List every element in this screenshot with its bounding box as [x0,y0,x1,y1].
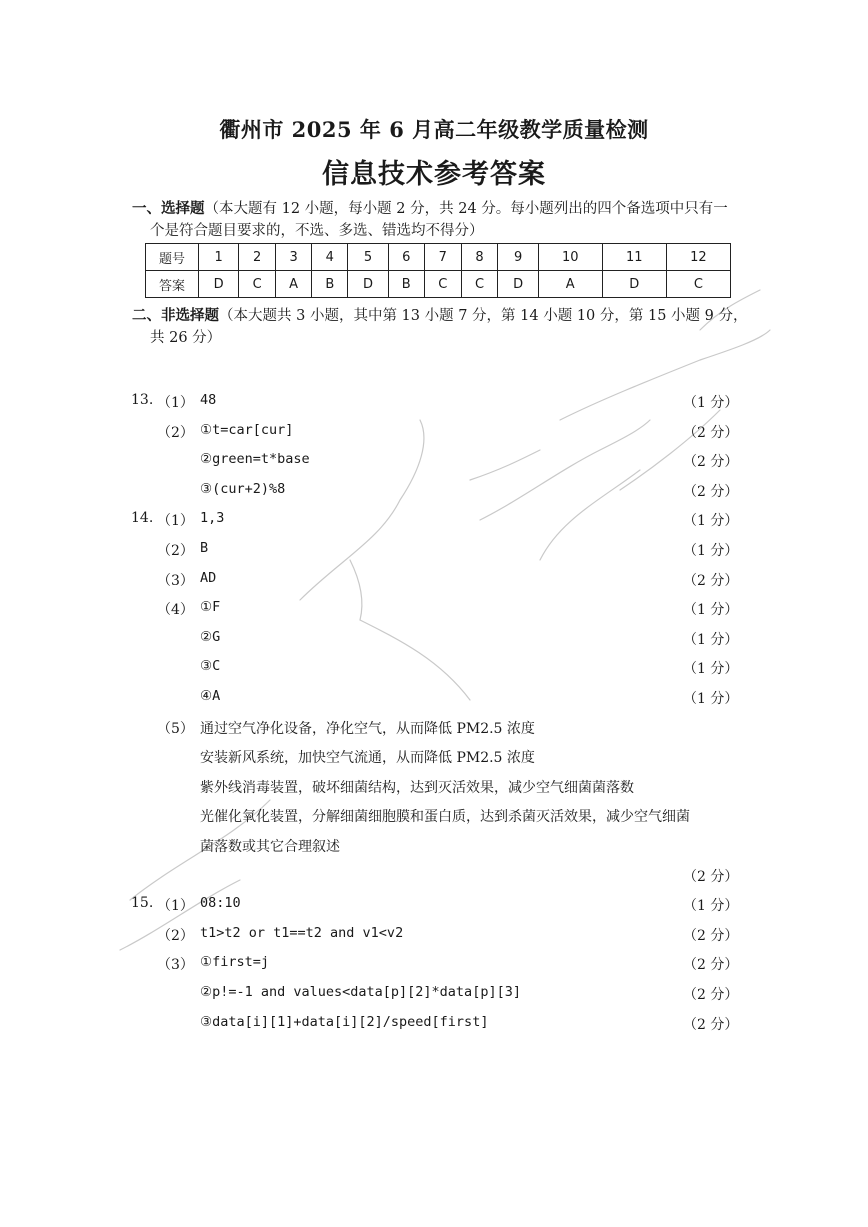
answer-text: 1,3 [200,510,225,526]
section2-note-line2: 共 26 分） [150,330,222,346]
sub-question-label: （2） [157,543,194,559]
question-label: 13. [131,392,154,408]
question-number: 12 [666,244,730,271]
score-label: （2 分） [683,928,739,944]
score-label: （1 分） [683,632,739,648]
answer-text: ①F [200,599,221,615]
answer-text: ③(cur+2)%8 [200,481,286,497]
score-label: （1 分） [683,691,739,707]
answer-table [145,243,731,298]
document-subtitle: 信息技术参考答案 [322,159,546,190]
answer-text: ①first=j [200,954,269,970]
answer-text: AD [200,570,217,586]
sub-question-label: （1） [157,898,194,914]
score-label: （1 分） [683,395,739,411]
answer-cell: C [424,271,461,298]
score-label: （1 分） [683,898,739,914]
sub-question-label: （1） [157,513,194,529]
section2-heading: 二、非选择题 [132,307,219,324]
score-label: （2 分） [683,573,739,589]
answer-cell: C [461,271,498,298]
question-number: 6 [388,244,424,271]
score-label: （2 分） [683,484,739,500]
score-label: （2 分） [683,454,739,470]
answer-text: 48 [200,392,217,408]
score-label: （1 分） [683,661,739,677]
question-number: 4 [312,244,348,271]
section1-intro [132,198,752,242]
answer-text: 安装新风系统，加快空气流通，从而降低 PM2.5 浓度 [200,750,535,766]
score-label: （2 分） [683,957,739,973]
answer-text: ③C [200,658,221,674]
section1-heading: 一、选择题 [132,200,205,217]
answer-cell: A [276,271,312,298]
section1-note-line1: （本大题有 12 小题，每小题 2 分，共 24 分。每小题列出的四个备选项中只有一 [204,201,728,217]
answer-text: ②green=t*base [200,451,310,467]
answer-text: 通过空气净化设备，净化空气，从而降低 PM2.5 浓度 [200,721,535,737]
sub-question-label: （4） [157,602,194,618]
sub-question-label: （5） [157,721,194,737]
score-label: （2 分） [683,869,739,885]
question-label: 15. [131,895,154,911]
section2-intro [132,305,752,349]
question-number: 2 [239,244,276,271]
row-label-answer: 答案 [146,271,199,298]
question-number: 1 [199,244,239,271]
score-label: （2 分） [683,987,739,1003]
sub-question-label: （1） [157,395,194,411]
section2-note-line1: （本大题共 3 小题，其中第 13 小题 7 分，第 14 小题 10 分，第 15 小题 9 分， [219,308,748,324]
question-number: 8 [461,244,498,271]
sub-question-label: （3） [157,573,194,589]
answer-cell: D [199,271,239,298]
question-number: 9 [498,244,538,271]
answer-text: ④A [200,688,221,704]
answer-cell: B [312,271,348,298]
question-label: 14. [131,510,154,526]
answer-table-answer-row [146,271,731,298]
row-label-question-number: 题号 [146,244,199,271]
answer-cell: D [348,271,388,298]
answer-cell: D [498,271,538,298]
answer-text: t1>t2 or t1==t2 and v1<v2 [200,925,404,941]
answer-cell: A [538,271,602,298]
answer-cell: C [666,271,730,298]
answer-text: ②p!=-1 and values<data[p][2]*data[p][3] [200,984,521,1000]
answer-text: 光催化氧化装置，分解细菌细胞膜和蛋白质，达到杀菌灭活效果，减少空气细菌 [200,809,690,825]
score-label: （1 分） [683,602,739,618]
question-number: 11 [602,244,666,271]
answer-text: B [200,540,209,556]
answer-table-number-row [146,244,731,271]
question-number: 10 [538,244,602,271]
question-number: 5 [348,244,388,271]
score-label: （2 分） [683,1017,739,1033]
sub-question-label: （3） [157,957,194,973]
answer-text: 菌落数或其它合理叙述 [200,839,340,855]
section1-note-line2: 个是符合题目要求的，不选、多选、错选均不得分） [150,223,484,239]
answer-text: ②G [200,629,221,645]
answer-text: ①t=car[cur] [200,422,294,438]
score-label: （1 分） [683,513,739,529]
answer-text: ③data[i][1]+data[i][2]/speed[first] [200,1014,489,1030]
score-label: （2 分） [683,425,739,441]
question-number: 7 [424,244,461,271]
answer-cell: D [602,271,666,298]
answer-cell: C [239,271,276,298]
question-number: 3 [276,244,312,271]
document-title: 衢州市 2025 年 6 月高二年级教学质量检测 [219,117,649,142]
sub-question-label: （2） [157,425,194,441]
score-label: （1 分） [683,543,739,559]
answer-text: 紫外线消毒装置，破坏细菌结构，达到灭活效果，减少空气细菌菌落数 [200,780,634,796]
sub-question-label: （2） [157,928,194,944]
answer-cell: B [388,271,424,298]
answer-text: 08:10 [200,895,241,911]
